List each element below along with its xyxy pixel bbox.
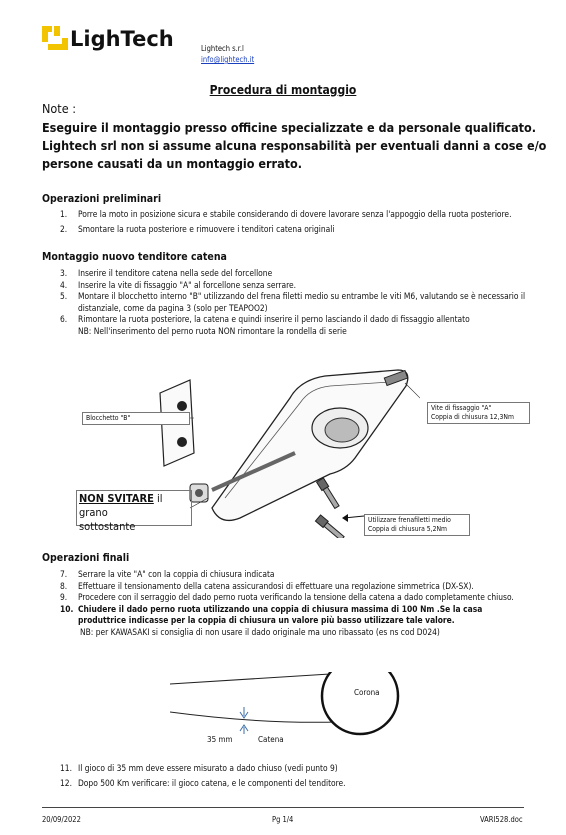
lightech-logo — [40, 22, 190, 54]
list-item: 10. Chiudere il dado perno ruota utilizzando una coppia di chiusura massima di 100 Nm .Se la casa produttrice indicasse per la coppia di chiusura un valore più basso utilizzare tale valore. — [60, 603, 483, 625]
label-gap: 35 mm — [207, 735, 233, 744]
page-title: Procedura di montaggio — [209, 83, 357, 97]
callout-non-svitare: NON SVITARE il grano sottostante — [76, 490, 192, 526]
company-info — [201, 43, 254, 65]
company-name: Lightech s.r.l — [201, 44, 244, 53]
brand-text: LighTech — [70, 27, 174, 51]
note-line-1: Eseguire il montaggio presso officine specializzate e da personale qualificato. — [42, 120, 537, 135]
list-item: 2. Smontare la ruota posteriore e rimuovere i tenditori catena originali — [60, 223, 335, 234]
footer-doc: VARI528.doc — [480, 815, 523, 824]
list-finali — [60, 569, 530, 638]
arrow-icon — [340, 510, 366, 524]
list-item: 7. Serrare la vite "A" con la coppia di chiusura indicata — [60, 569, 275, 579]
list-preliminari — [60, 209, 530, 235]
nb-note: NB: Nell'inserimento del perno ruota NON rimontare la rondella di serie — [78, 325, 347, 336]
list-montaggio — [60, 268, 530, 337]
list-item: 3. Inserire il tenditore catena nella sede del forcellone — [60, 268, 273, 278]
callout-vite-fissaggio: Vite di fissaggio "A" Coppia di chiusura 12,3Nm — [427, 402, 530, 424]
chain-slack-diagram — [170, 672, 400, 752]
footer-page: Pg 1/4 — [272, 815, 294, 824]
label-catena: Catena — [258, 735, 284, 744]
company-email-link[interactable]: info@lightech.it — [201, 55, 255, 64]
callout-frenafiletti: Utilizzare frenafiletti medio Coppia di chiusura 5,2Nm — [364, 514, 470, 536]
nb-note: NB: per KAWASAKI si consiglia di non usare il dado originale ma uno ribassato (es ns cod D024) — [80, 626, 440, 637]
heading-finali: Operazioni finali — [42, 552, 130, 564]
list-item: 11. Il gioco di 35 mm deve essere misurato a dado chiuso (vedi punto 9) — [60, 763, 338, 773]
list-item: 12. Dopo 500 Km verificare: il gioco catena, e le componenti del tenditore. — [60, 777, 346, 788]
list-item: 8. Effettuare il tensionamento della catena assicurandosi di effettuare una regolazione simmetrica (DX-SX). — [60, 580, 474, 591]
list-item: 5. Montare il blocchetto interno "B" utilizzando del frena filetti medio su entrambe le viti M6, valutando se è necessario il distanziale, come da pagina 3 (solo per TEAPOO2) — [60, 291, 526, 313]
callout-blocchetto: Blocchetto "B" — [82, 412, 190, 425]
list-finali-2 — [60, 763, 530, 789]
note-warning — [42, 119, 552, 173]
heading-preliminari: Operazioni preliminari — [42, 193, 162, 205]
label-corona: Corona — [354, 688, 380, 697]
note-line-2: Lightech srl non si assume alcuna responsabilità per eventuali danni a cose e/o persone causati da un montaggio errato. — [42, 138, 547, 171]
note-label: Note : — [42, 101, 76, 116]
list-item: 4. Inserire la vite di fissaggio "A" al forcellone senza serrare. — [60, 279, 297, 290]
list-item: 6. Rimontare la ruota posteriore, la catena e quindi inserire il perno lasciando il dado di fissaggio allentato — [60, 314, 470, 324]
footer-rule — [42, 807, 524, 808]
footer-date: 20/09/2022 — [42, 815, 81, 824]
list-item: 1. Porre la moto in posizione sicura e stabile considerando di dovere lavorare senza l'appoggio della ruota posteriore. — [60, 209, 512, 219]
list-item: 9. Procedere con il serraggio del dado perno ruota verificando la tensione della catena a dado completamente chiuso. — [60, 592, 514, 602]
heading-montaggio: Montaggio nuovo tenditore catena — [42, 251, 227, 263]
